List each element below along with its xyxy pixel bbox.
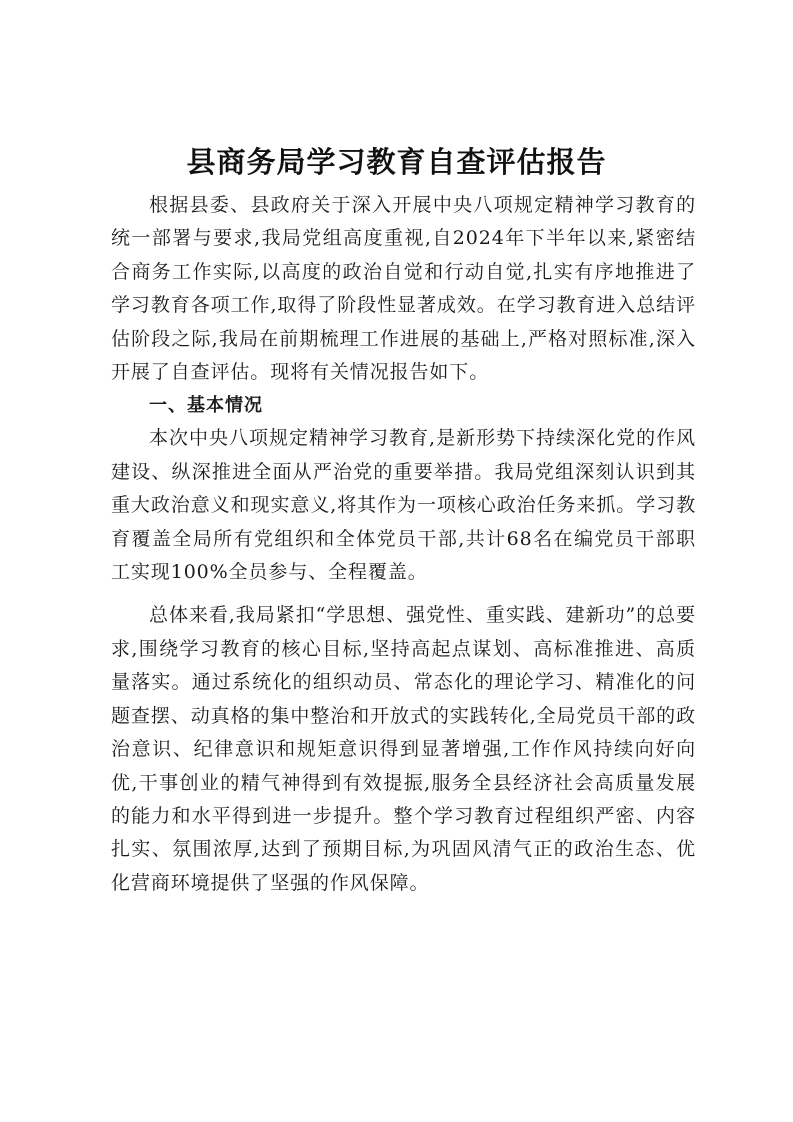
document-body — [111, 189, 696, 900]
body-paragraph-1: 本次中央八项规定精神学习教育,是新形势下持续深化党的作风建设、纵深推进全面从严治党的重要举措。我局党组深刻认识到其重大政治意义和现实意义,将其作为一项核心政治任务来抓。学习教育覆盖全局所有党组织和全体党员干部,共计68名在编党员干部职工实现100%全员参与、全程覆盖。 — [111, 427, 696, 584]
paragraph-spacer — [111, 589, 696, 599]
body-paragraph-2: 总体来看,我局紧扣“学思想、强党性、重实践、建新功”的总要求,围绕学习教育的核心目标,坚持高起点谋划、高标准推进、高质量落实。通过系统化的组织动员、常态化的理论学习、精准化的问题查摆、动真格的集中整治和开放式的实践转化,全局党员干部的政治意识、纪律意识和规矩意识得到显著增强,工作作风持续向好向优,干事创业的精气神得到有效提振,服务全县经济社会高质量发展的能力和水平得到进一步提升。整个学习教育过程组织严密、内容扎实、氛围浓厚,达到了预期目标,为巩固风清气正的政治生态、优化营商环境提供了坚强的作风保障。 — [111, 604, 696, 894]
section-heading: 一、基本情况 — [149, 395, 263, 417]
intro-paragraph: 根据县委、县政府关于深入开展中央八项规定精神学习教育的统一部署与要求,我局党组高度重视,自2024年下半年以来,紧密结合商务工作实际,以高度的政治自觉和行动自觉,扎实有序地推进了学习教育各项工作,取得了阶段性显著成效。在学习教育进入总结评估阶段之际,我局在前期梳理工作进展的基础上,严格对照标准,深入开展了自查评估。现将有关情况报告如下。 — [111, 194, 696, 384]
document-title: 县商务局学习教育自查评估报告 — [186, 145, 607, 179]
